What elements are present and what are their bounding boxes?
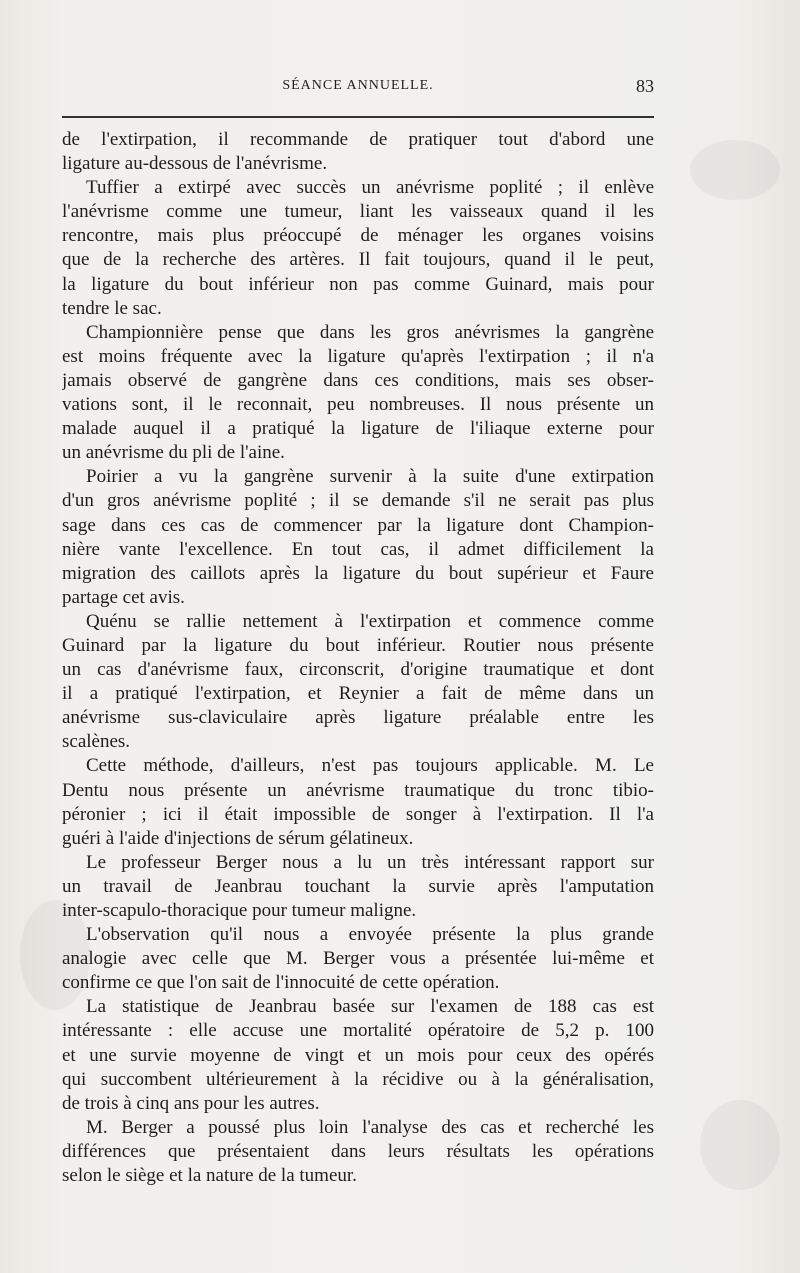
- text-line: d'un gros anévrisme poplité ; il se demande s'il ne serait pas plus: [62, 490, 654, 512]
- text-line: migration des caillots après la ligature du bout supérieur et Faure: [62, 562, 654, 584]
- text-line: est moins fréquente avec la ligature qu'après l'extirpation ; il n'a: [62, 345, 654, 367]
- text-line: anévrisme sus-claviculaire après ligature préalable entre les: [62, 707, 654, 729]
- text-line: sage dans ces cas de commencer par la ligature dont Champion-: [62, 514, 654, 536]
- text-line: il a pratiqué l'extirpation, et Reynier a fait de même dans un: [62, 683, 654, 705]
- text-line: scalènes.: [62, 731, 131, 753]
- text-line: rencontre, mais plus préoccupé de ménager les organes voisins: [62, 225, 654, 247]
- text-line: un cas d'anévrisme faux, circonscrit, d'origine traumatique et dont: [62, 659, 654, 681]
- text-line: confirme ce que l'on sait de l'innocuité de cette opération.: [62, 972, 500, 994]
- text-line: selon le siège et la nature de la tumeur.: [62, 1165, 357, 1187]
- text-line: que de la recherche des artères. Il fait toujours, quand il le peut,: [62, 249, 654, 271]
- text-line: vations sont, il le reconnait, peu nombreuses. Il nous présente un: [62, 394, 654, 416]
- text-line: Poirier a vu la gangrène survenir à la suite d'une extirpation: [86, 466, 654, 488]
- text-line: malade auquel il a pratiqué la ligature de l'iliaque externe pour: [62, 418, 654, 440]
- text-line: l'anévrisme comme une tumeur, liant les vaisseaux quand il les: [62, 201, 654, 223]
- paper-stain: [700, 1100, 780, 1190]
- text-line: un anévrisme du pli de l'aine.: [62, 442, 285, 464]
- text-line: qui succombent ultérieurement à la récidive ou à la généralisation,: [62, 1068, 654, 1090]
- text-line: Championnière pense que dans les gros anévrismes la gangrène: [86, 321, 654, 343]
- text-line: analogie avec celle que M. Berger vous a présentée lui-même et: [62, 948, 654, 970]
- text-line: tendre le sac.: [62, 297, 162, 319]
- text-line: de l'extirpation, il recommande de pratiquer tout d'abord une: [62, 129, 654, 150]
- body-text: [62, 128, 654, 1188]
- text-line: La statistique de Jeanbrau basée sur l'examen de 188 cas est: [86, 996, 654, 1018]
- text-line: Dentu nous présente un anévrisme traumatique du tronc tibio-: [62, 779, 654, 801]
- text-line: péronier ; ici il était impossible de songer à l'extirpation. Il l'a: [62, 803, 654, 825]
- text-line: Tuffier a extirpé avec succès un anévrisme poplité ; il enlève: [86, 177, 654, 199]
- text-line: nière vante l'excellence. En tout cas, il admet difficilement la: [62, 538, 654, 560]
- header-rule: [62, 116, 654, 118]
- text-line: intéressante : elle accuse une mortalité opératoire de 5,2 p. 100: [62, 1020, 654, 1042]
- page-number: 83: [636, 76, 654, 96]
- text-line: Guinard par la ligature du bout inférieur. Routier nous présente: [62, 634, 654, 656]
- text-line: différences que présentaient dans leurs résultats les opérations: [62, 1140, 654, 1162]
- text-line: inter-scapulo-thoracique pour tumeur maligne.: [62, 900, 417, 921]
- text-line: partage cet avis.: [62, 586, 185, 608]
- text-line: et une survie moyenne de vingt et un mois pour ceux des opérés: [62, 1044, 654, 1066]
- text-line: Cette méthode, d'ailleurs, n'est pas toujours applicable. M. Le: [86, 755, 654, 777]
- text-line: de trois à cinq ans pour les autres.: [62, 1092, 320, 1114]
- text-line: Quénu se rallie nettement à l'extirpation et commence comme: [86, 610, 654, 632]
- text-line: ligature au-dessous de l'anévrisme.: [62, 153, 328, 175]
- text-line: un travail de Jeanbrau touchant la survie après l'amputation: [62, 875, 654, 897]
- text-line: L'observation qu'il nous a envoyée présente la plus grande: [86, 924, 654, 946]
- paper-stain: [690, 140, 780, 200]
- text-line: M. Berger a poussé plus loin l'analyse des cas et recherché les: [86, 1116, 654, 1138]
- text-line: guéri à l'aide d'injections de sérum gélatineux.: [62, 827, 414, 849]
- running-title: SÉANCE ANNUELLE.: [282, 78, 434, 93]
- text-line: la ligature du bout inférieur non pas comme Guinard, mais pour: [62, 273, 654, 295]
- text-line: jamais observé de gangrène dans ces conditions, mais ses obser-: [62, 369, 654, 391]
- running-header: [62, 78, 654, 102]
- text-line: Le professeur Berger nous a lu un très intéressant rapport sur: [86, 851, 654, 873]
